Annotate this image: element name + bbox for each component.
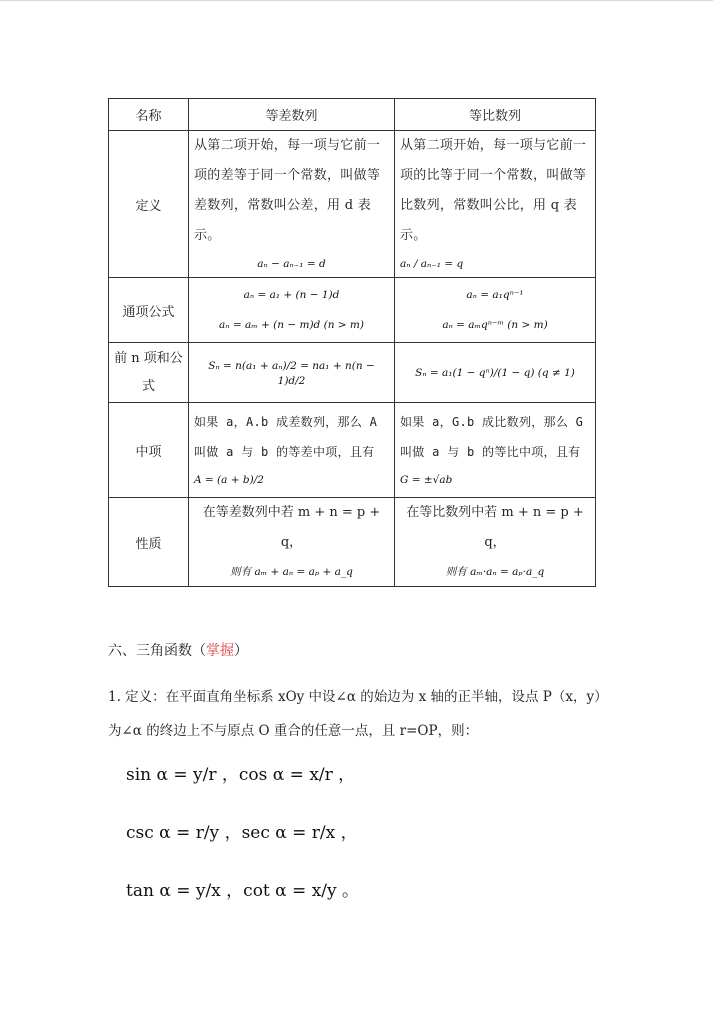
formula: Sₙ = a₁(1 − qⁿ)/(1 − q) (q ≠ 1) <box>415 367 575 379</box>
row-label: 定义 <box>109 131 189 278</box>
definition-geometric <box>395 131 596 278</box>
sum-arithmetic <box>189 343 395 403</box>
formula: 则有 aₘ + aₙ = aₚ + a_q <box>230 566 353 578</box>
section-close: ） <box>234 643 248 659</box>
formula: G = ±√ab <box>400 474 453 486</box>
property-arithmetic <box>189 498 395 587</box>
formula: aₙ − aₙ₋₁ = d <box>257 258 326 270</box>
trig-formula-line: sin α = y/r ，cos α = x/r ， <box>126 765 356 785</box>
definition-paragraph: 1. 定义：在平面直角坐标系 xOy 中设∠α 的始边为 x 轴的正半轴，设点 P（x，y）为∠α 的终边上不与原点 O 重合的任意一点，且 r=OP，则： <box>108 689 608 739</box>
trig-formula-line: csc α = r/y ，sec α = r/x ， <box>126 823 358 843</box>
row-label: 中项 <box>109 403 189 498</box>
table-row-definition <box>109 131 596 278</box>
definition-arithmetic-formula <box>194 251 389 277</box>
property-arithmetic-text: 在等差数列中若 m + n = p + q， <box>202 505 381 550</box>
property-geometric <box>395 498 596 587</box>
row-label: 通项公式 <box>109 278 189 343</box>
general-term-arithmetic <box>189 278 395 343</box>
section-emphasis: 掌握 <box>206 643 234 659</box>
table-row-property <box>109 498 596 587</box>
formula: A = (a + b)/2 <box>194 474 264 486</box>
middle-term-geometric-text: 如果 a，G.b 成比数列，那么 G 叫做 a 与 b 的等比中项，且有 <box>400 415 584 459</box>
definition-geometric-text: 从第二项开始，每一项与它前一项的比等于同一个常数，叫做等比数列，常数叫公比，用 q 表示。 <box>400 138 587 243</box>
table-header-row <box>109 99 596 131</box>
row-label: 性质 <box>109 498 189 587</box>
formula: aₙ = aₘqⁿ⁻ᵐ (n > m) <box>442 319 548 331</box>
sum-geometric <box>395 343 596 403</box>
general-term-geometric <box>395 278 596 343</box>
definition-arithmetic-text: 从第二项开始，每一项与它前一项的差等于同一个常数，叫做等差数列，常数叫公差，用 d 表示。 <box>194 138 381 243</box>
table-row-sum <box>109 343 596 403</box>
page-top-border <box>0 0 713 1</box>
table-row-general-term <box>109 278 596 343</box>
property-geometric-text: 在等比数列中若 m + n = p + q， <box>406 505 584 550</box>
table-row-middle-term <box>109 403 596 498</box>
middle-term-arithmetic-text: 如果 a，A.b 成差数列，那么 A 叫做 a 与 b 的等差中项，且有 <box>194 415 378 459</box>
header-arithmetic: 等差数列 <box>189 99 395 131</box>
header-geometric: 等比数列 <box>395 99 596 131</box>
formula: aₙ = a₁qⁿ⁻¹ <box>466 289 524 301</box>
header-name: 名称 <box>109 99 189 131</box>
definition-geometric-formula <box>400 251 590 277</box>
middle-term-arithmetic <box>189 403 395 498</box>
trig-formula-line: tan α = y/x ，cot α = x/y 。 <box>126 881 360 901</box>
formula: Sₙ = n(a₁ + aₙ)/2 = na₁ + n(n − 1)d/2 <box>208 359 375 387</box>
section-heading <box>108 640 248 660</box>
formula: 则有 aₘ·aₙ = aₚ·a_q <box>445 566 545 578</box>
formula: aₙ / aₙ₋₁ = q <box>400 258 464 270</box>
definition-arithmetic <box>189 131 395 278</box>
section-title: 六、三角函数（ <box>108 643 206 659</box>
formula: aₙ = a₁ + (n − 1)d <box>243 289 340 301</box>
formula: aₙ = aₘ + (n − m)d (n > m) <box>219 319 364 331</box>
row-label: 前 n 项和公式 <box>109 343 189 403</box>
sequence-comparison-table <box>108 98 596 587</box>
middle-term-geometric <box>395 403 596 498</box>
